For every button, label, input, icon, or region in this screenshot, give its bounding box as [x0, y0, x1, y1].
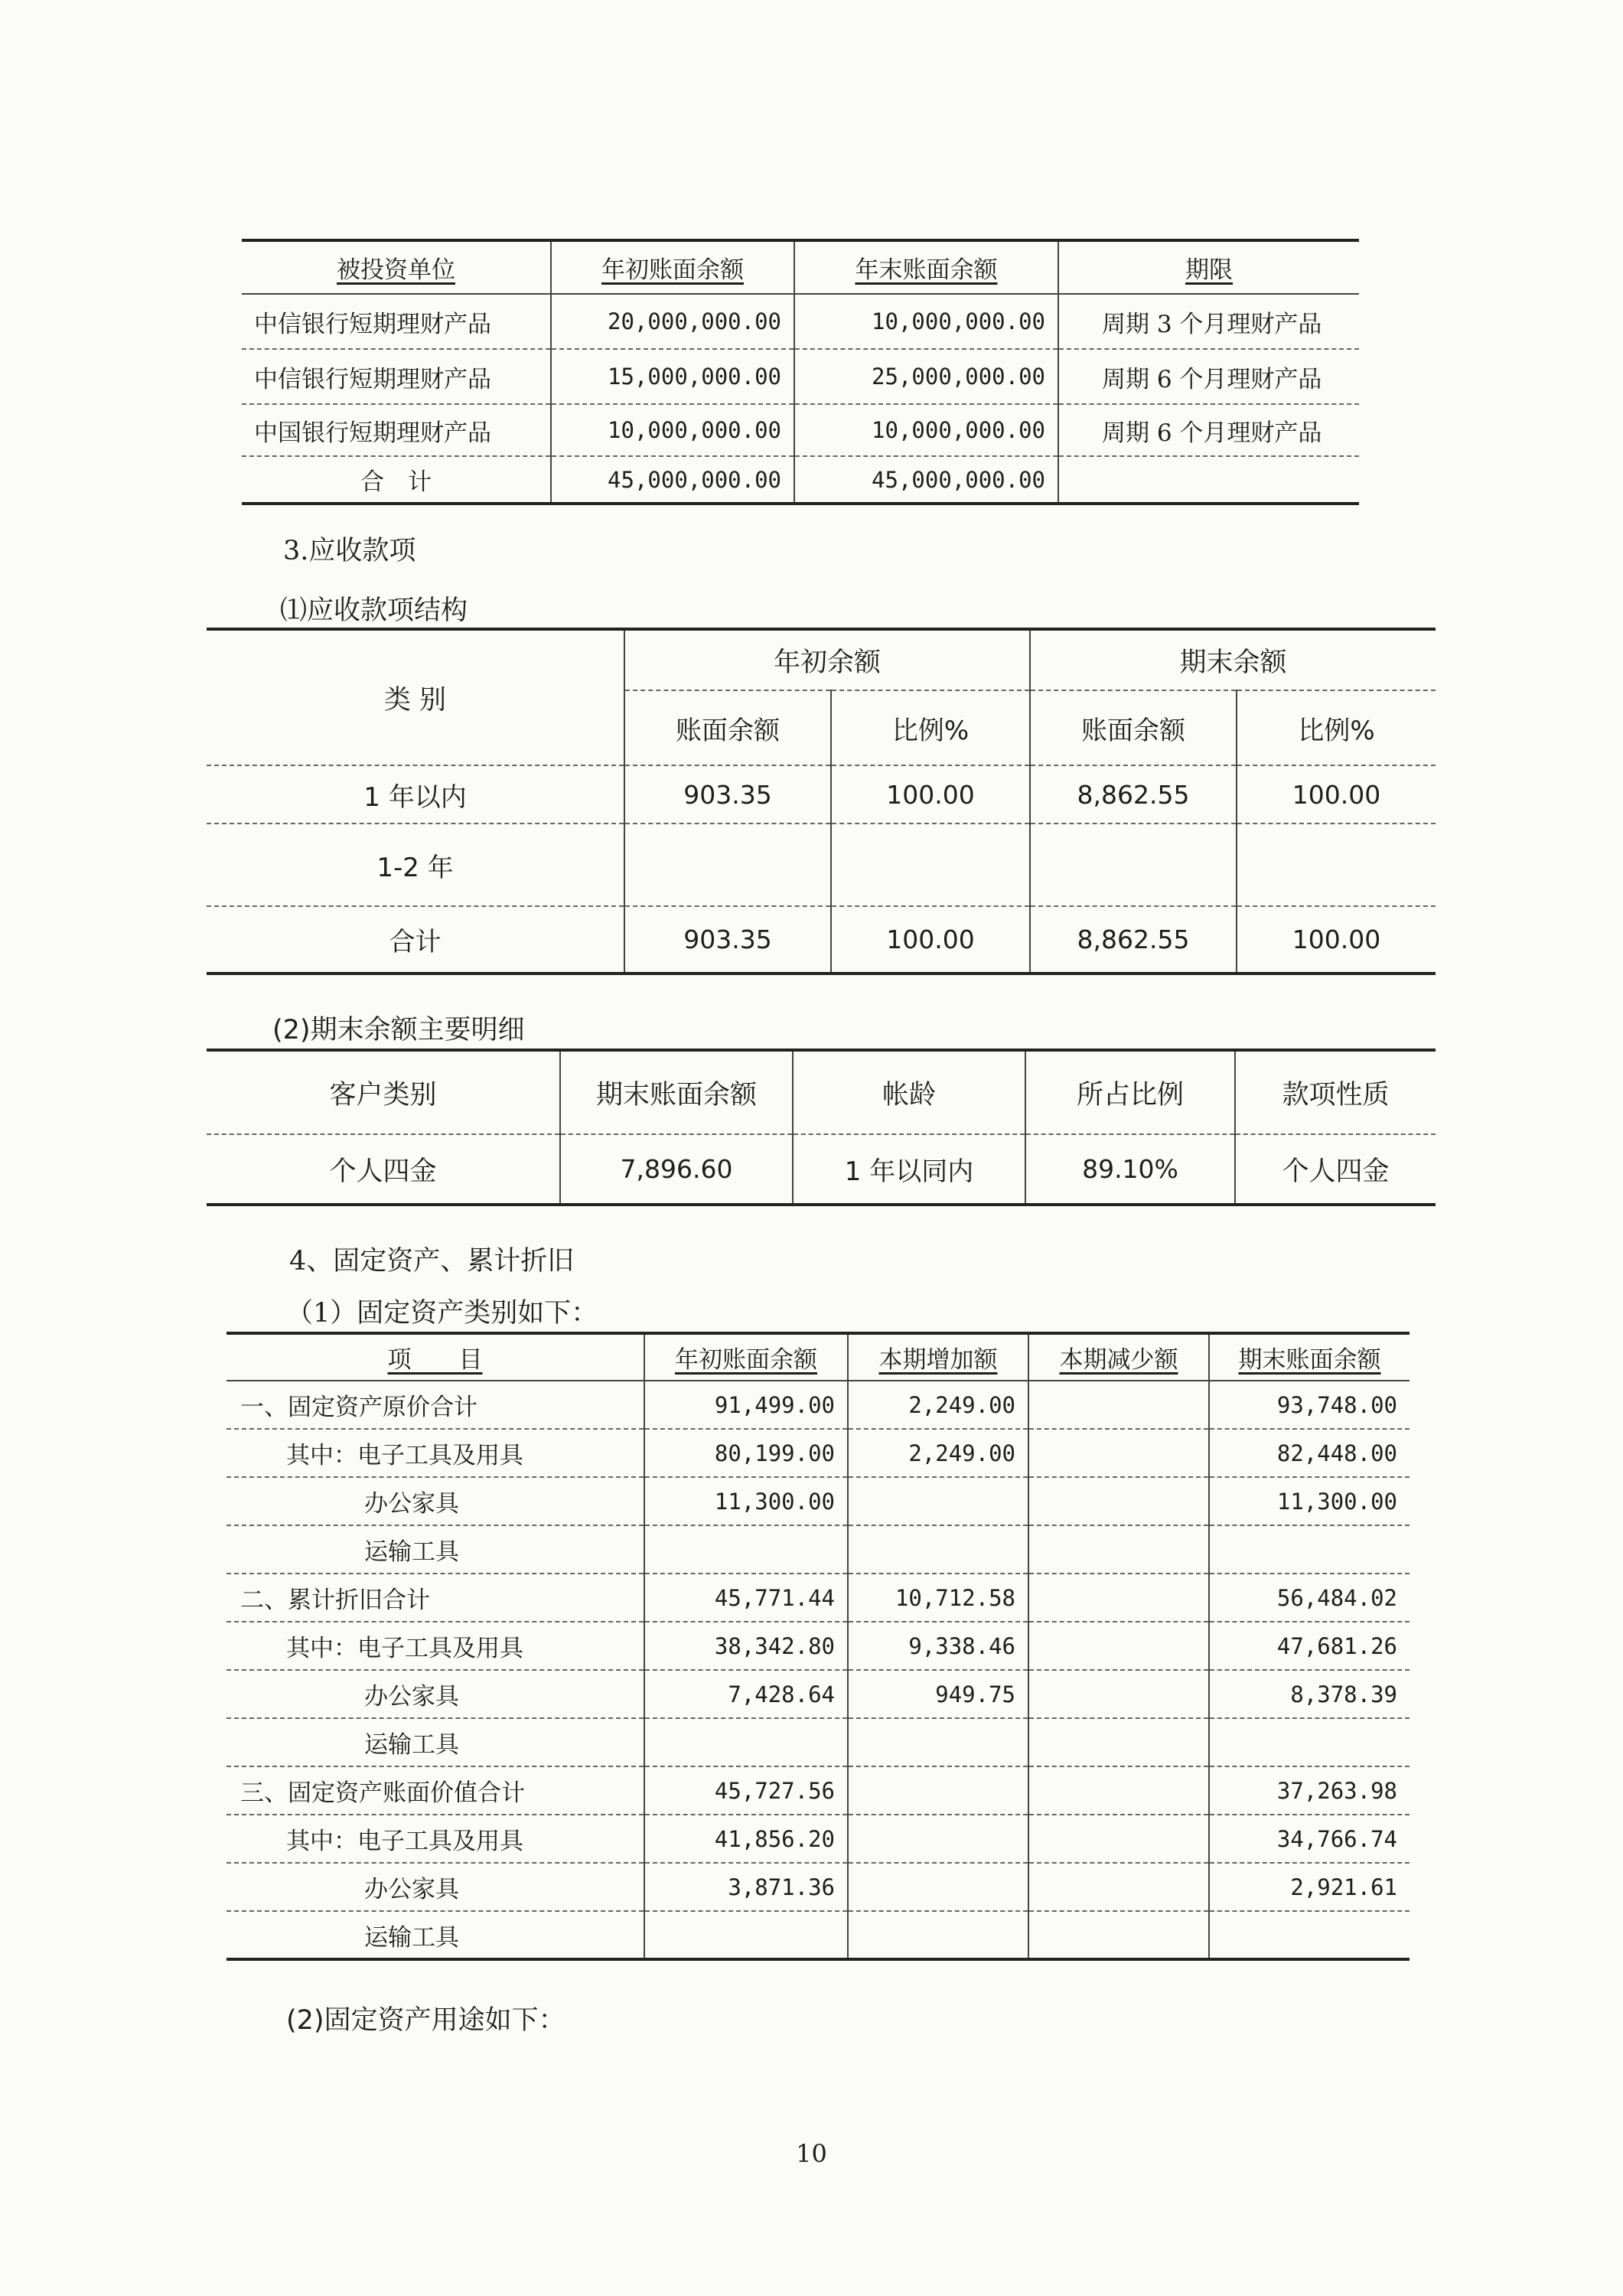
opening-balance: 45,771.44 — [644, 1574, 848, 1622]
table-row — [227, 1911, 1410, 1959]
closing-book-balance-header: 账面余额 — [1030, 690, 1237, 765]
closing-balance: 11,300.00 — [1209, 1477, 1410, 1525]
decrease — [1028, 1815, 1209, 1863]
opening-balance: 15,000,000.00 — [551, 349, 794, 404]
detail-header-row — [207, 1050, 1436, 1134]
opening-balance: 903.35 — [624, 765, 831, 823]
table-row — [227, 1766, 1410, 1815]
closing-balance: 82,448.00 — [1209, 1429, 1410, 1477]
table-row — [207, 765, 1436, 823]
increase — [848, 1477, 1028, 1525]
decrease-header: 本期减少额 — [1059, 1346, 1178, 1374]
total-label: 合 计 — [360, 468, 432, 496]
table-row — [227, 1670, 1410, 1718]
item-label: 运输工具 — [364, 1538, 459, 1566]
table-row — [242, 294, 1359, 349]
section-3-subtitle-1: ⑴应收款项结构 — [280, 595, 468, 626]
table-row — [227, 1718, 1410, 1766]
table-row — [242, 404, 1359, 456]
item-label: 其中：电子工具及用具 — [286, 1442, 523, 1469]
page-number: 10 — [796, 2139, 827, 2168]
item-label: 三、固定资产账面价值合计 — [240, 1779, 525, 1807]
closing-balance — [1209, 1718, 1410, 1766]
increase: 2,249.00 — [848, 1429, 1028, 1477]
closing-balance — [1209, 1525, 1410, 1574]
col-term-header: 期限 — [1185, 256, 1233, 284]
section-4-title: 4、固定资产、累计折旧 — [289, 1246, 575, 1277]
closing-balance: 10,000,000.00 — [794, 294, 1058, 349]
total-closing-ratio: 100.00 — [1237, 906, 1436, 974]
increase: 949.75 — [848, 1670, 1028, 1718]
opening-ratio: 100.00 — [831, 765, 1030, 823]
total-term — [1058, 456, 1359, 504]
term: 周期 3 个月理财产品 — [1058, 294, 1359, 349]
section-3-subtitle-2: (2)期末余额主要明细 — [272, 1015, 525, 1045]
closing-balance: 34,766.74 — [1209, 1815, 1410, 1863]
table-row — [227, 1477, 1410, 1525]
increase — [848, 1525, 1028, 1574]
table-row — [242, 349, 1359, 404]
closing-balance: 37,263.98 — [1209, 1766, 1410, 1815]
total-label: 合计 — [389, 927, 442, 957]
opening-balance: 45,727.56 — [644, 1766, 848, 1815]
decrease — [1028, 1381, 1209, 1429]
decrease — [1028, 1429, 1209, 1477]
investment-table — [242, 239, 1359, 505]
fixed-assets-table — [227, 1332, 1410, 1961]
table-row — [207, 1134, 1436, 1205]
increase: 9,338.46 — [848, 1622, 1028, 1670]
item-header: 项 目 — [387, 1346, 483, 1374]
total-closing: 45,000,000.00 — [794, 456, 1058, 504]
opening-book-balance-header: 账面余额 — [624, 690, 831, 765]
nature: 个人四金 — [1235, 1134, 1436, 1205]
aging: 1 年以同内 — [793, 1134, 1025, 1205]
decrease — [1028, 1622, 1209, 1670]
closing-group-header: 期末余额 — [1030, 629, 1436, 690]
table-row — [227, 1525, 1410, 1574]
closing-balance: 8,862.55 — [1030, 765, 1237, 823]
investee-name: 中信银行短期理财产品 — [254, 310, 491, 338]
table-row — [227, 1574, 1410, 1622]
increase — [848, 1718, 1028, 1766]
term: 周期 6 个月理财产品 — [1058, 404, 1359, 456]
opening-ratio — [831, 823, 1030, 906]
decrease — [1028, 1525, 1209, 1574]
table-row — [227, 1815, 1410, 1863]
opening-ratio-header: 比例% — [831, 690, 1030, 765]
opening-balance: 11,300.00 — [644, 1477, 848, 1525]
increase — [848, 1766, 1028, 1815]
table-row — [207, 823, 1436, 906]
closing-book-balance-header: 期末账面余额 — [560, 1050, 793, 1134]
customer-type: 个人四金 — [329, 1156, 437, 1187]
col-investee-header: 被投资单位 — [337, 256, 455, 284]
increase-header: 本期增加额 — [878, 1346, 998, 1374]
opening-balance: 91,499.00 — [644, 1381, 848, 1429]
increase: 10,712.58 — [848, 1574, 1028, 1622]
decrease — [1028, 1670, 1209, 1718]
item-label: 办公家具 — [364, 1490, 459, 1518]
closing-balance: 25,000,000.00 — [794, 349, 1058, 404]
closing-balance — [1209, 1911, 1410, 1959]
increase — [848, 1815, 1028, 1863]
table-row — [227, 1429, 1410, 1477]
decrease — [1028, 1766, 1209, 1815]
receivables-structure-table — [207, 628, 1436, 975]
opening-balance: 41,856.20 — [644, 1815, 848, 1863]
col-closing-balance-header: 年末账面余额 — [855, 256, 998, 284]
item-label: 办公家具 — [364, 1876, 459, 1903]
closing-balance: 10,000,000.00 — [794, 404, 1058, 456]
closing-balance-header: 期末账面余额 — [1238, 1346, 1381, 1374]
section-4-subtitle-1: （1）固定资产类别如下： — [286, 1298, 598, 1329]
opening-balance: 7,428.64 — [644, 1670, 848, 1718]
proportion-header: 所占比例 — [1025, 1050, 1235, 1134]
opening-balance — [644, 1525, 848, 1574]
item-label: 一、固定资产原价合计 — [240, 1394, 477, 1421]
item-label: 其中：电子工具及用具 — [286, 1828, 523, 1855]
closing-book-balance: 7,896.60 — [560, 1134, 793, 1205]
closing-balance: 56,484.02 — [1209, 1574, 1410, 1622]
fixed-assets-header-row — [227, 1333, 1410, 1381]
decrease — [1028, 1863, 1209, 1911]
age-category: 1 年以内 — [363, 781, 467, 813]
item-label: 运输工具 — [364, 1923, 459, 1952]
investee-name: 中国银行短期理财产品 — [254, 419, 491, 447]
total-closing: 8,862.55 — [1030, 906, 1237, 974]
category-header: 类 别 — [207, 629, 624, 765]
total-opening-ratio: 100.00 — [831, 906, 1030, 974]
opening-balance: 20,000,000.00 — [551, 294, 794, 349]
opening-balance: 38,342.80 — [644, 1622, 848, 1670]
increase: 2,249.00 — [848, 1381, 1028, 1429]
item-label: 其中：电子工具及用具 — [286, 1635, 523, 1662]
total-row — [207, 906, 1436, 974]
closing-balance-detail-table — [207, 1049, 1436, 1206]
opening-balance: 80,199.00 — [644, 1429, 848, 1477]
table-row — [227, 1381, 1410, 1429]
decrease — [1028, 1574, 1209, 1622]
item-label: 办公家具 — [364, 1683, 459, 1711]
col-opening-balance-header: 年初账面余额 — [601, 256, 744, 284]
opening-balance: 3,871.36 — [644, 1863, 848, 1911]
opening-balance — [624, 823, 831, 906]
opening-balance — [644, 1718, 848, 1766]
total-opening: 903.35 — [624, 906, 831, 974]
total-opening: 45,000,000.00 — [551, 456, 794, 504]
nature-header: 款项性质 — [1235, 1050, 1436, 1134]
closing-ratio-header: 比例% — [1237, 690, 1436, 765]
closing-balance: 8,378.39 — [1209, 1670, 1410, 1718]
opening-balance: 10,000,000.00 — [551, 404, 794, 456]
closing-ratio — [1237, 823, 1436, 906]
section-3-title: 3.应收款项 — [283, 536, 416, 566]
decrease — [1028, 1718, 1209, 1766]
proportion: 89.10% — [1025, 1134, 1235, 1205]
opening-balance — [644, 1911, 848, 1959]
customer-type-header: 客户类别 — [329, 1079, 437, 1110]
investee-name: 中信银行短期理财产品 — [254, 365, 491, 393]
closing-balance: 93,748.00 — [1209, 1381, 1410, 1429]
increase — [848, 1863, 1028, 1911]
decrease — [1028, 1911, 1209, 1959]
item-label: 二、累计折旧合计 — [240, 1587, 430, 1614]
table-row — [227, 1863, 1410, 1911]
term: 周期 6 个月理财产品 — [1058, 349, 1359, 404]
closing-balance: 47,681.26 — [1209, 1622, 1410, 1670]
closing-ratio: 100.00 — [1237, 765, 1436, 823]
opening-group-header: 年初余额 — [624, 629, 1030, 690]
decrease — [1028, 1477, 1209, 1525]
section-4-subtitle-2: (2)固定资产用途如下： — [286, 2005, 565, 2036]
opening-balance-header: 年初账面余额 — [675, 1346, 817, 1374]
table-row — [227, 1622, 1410, 1670]
closing-balance — [1030, 823, 1237, 906]
total-row — [242, 456, 1359, 504]
aging-header: 帐龄 — [793, 1050, 1025, 1134]
item-label: 运输工具 — [364, 1731, 459, 1759]
investment-header-row — [242, 240, 1359, 294]
closing-balance: 2,921.61 — [1209, 1863, 1410, 1911]
age-category: 1-2 年 — [376, 852, 454, 883]
increase — [848, 1911, 1028, 1959]
